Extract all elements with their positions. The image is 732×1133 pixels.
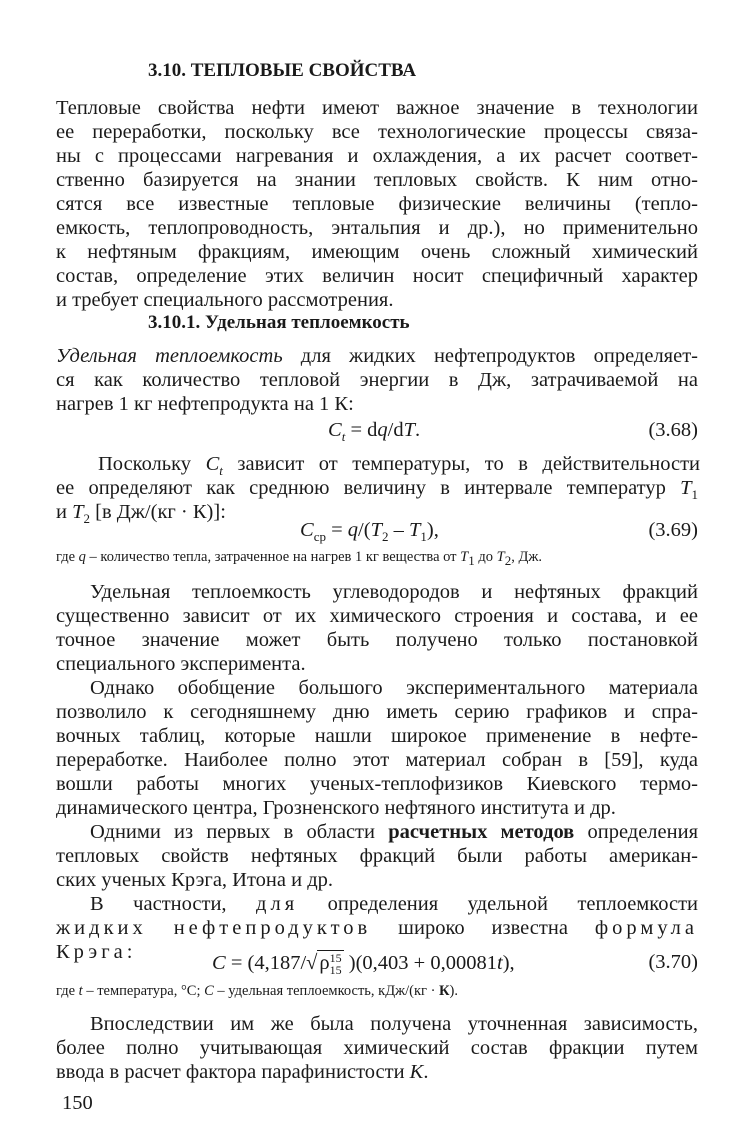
text-line: вочных таблиц, которые нашли широкое применение в нефте- bbox=[56, 725, 698, 747]
page-number: 150 bbox=[62, 1092, 93, 1114]
text-line: существенно зависит от их химического строения и состава, и ее bbox=[56, 605, 698, 627]
text-line: Крэга: bbox=[56, 941, 137, 963]
text-line: вошли работы многих ученых-теплофизиков Киевского термо- bbox=[56, 773, 698, 795]
text-line: жидких нефтепродуктов широко известна формула bbox=[56, 917, 698, 939]
text-line: ственно базируется на знании тепловых свойств. К ним отно- bbox=[56, 169, 698, 191]
text-line: тепловых свойств нефтяных фракций были работы американ- bbox=[56, 845, 698, 867]
equation-3-70: C = (4,187/√ρ 15 15 )(0,403 + 0,00081t), bbox=[212, 951, 515, 978]
text-line: ны с процессами нагревания и охлаждения, а их расчет соответ- bbox=[56, 145, 698, 167]
text-line: Поскольку $C_t$ зависит от температуры, то в действительности bbox=[98, 453, 700, 479]
text-line: состав, определение этих величин носит специфичный характер bbox=[56, 265, 698, 287]
equation-3-68: $C_t = dq/dT$. bbox=[328, 419, 421, 445]
text-line: нагрев 1 кг нефтепродукта на 1 К: bbox=[56, 393, 354, 415]
text-line: Впоследствии им же была получена уточненная зависимость, bbox=[90, 1013, 698, 1035]
text-line: точное значение может быть получено только постановкой bbox=[56, 629, 698, 651]
text-line: и $T_2$ [в Дж/(кг · К)]: bbox=[56, 501, 226, 527]
text-line: Тепловые свойства нефти имеют важное значение в технологии bbox=[56, 97, 698, 119]
text-line: и требует специального рассмотрения. bbox=[56, 289, 394, 311]
text-line: В частности, для определения удельной теплоемкости bbox=[90, 893, 698, 915]
text-line: емкость, теплопроводность, энтальпия и др.), но применительно bbox=[56, 217, 698, 239]
text-line: Однако обобщение большого экспериментального материала bbox=[90, 677, 698, 699]
subsection-title: 3.10.1. Удельная теплоемкость bbox=[148, 312, 410, 333]
text-line: ввода в расчет фактора парафинистости K. bbox=[56, 1061, 429, 1083]
text-line: специального эксперимента. bbox=[56, 653, 306, 675]
footnote-1: где q – количество тепла, затраченное на нагрев 1 кг вещества от $T_1$ до $T_2$, Дж. bbox=[56, 549, 542, 568]
text-line: ских ученых Крэга, Итона и др. bbox=[56, 869, 334, 891]
section-title: 3.10. ТЕПЛОВЫЕ СВОЙСТВА bbox=[148, 60, 417, 81]
defined-term: Удельная теплоемкость bbox=[56, 345, 283, 367]
equation-3-69: $C_{ср} = q/(T_2 - T_1)$, bbox=[300, 519, 439, 545]
text-line: ее переработки, поскольку все технологические процессы связа- bbox=[56, 121, 698, 143]
text-line: сятся все известные тепловые физические величины (тепло- bbox=[56, 193, 698, 215]
footnote-2: где t – температура, °С; C – удельная теплоемкость, кДж/(кг · К). bbox=[56, 983, 459, 999]
equation-number: (3.70) bbox=[648, 951, 698, 973]
sqrt-symbol: √ρ 15 15 bbox=[306, 951, 342, 978]
text-line: Одними из первых в области расчетных методов определения bbox=[90, 821, 699, 843]
text-line: Удельная теплоемкость для жидких нефтепродуктов определяет- bbox=[56, 345, 698, 367]
text-line: более полно учитывающая химический состав фракции путем bbox=[56, 1037, 698, 1059]
text-line: позволило к сегодняшнему дню иметь серию графиков и спра- bbox=[56, 701, 698, 723]
text-line: к нефтяным фракциям, имеющим очень сложный химический bbox=[56, 241, 698, 263]
text-line: динамического центра, Грозненского нефтяного института и др. bbox=[56, 797, 616, 819]
equation-number: (3.68) bbox=[648, 419, 698, 441]
text-line: Удельная теплоемкость углеводородов и нефтяных фракций bbox=[90, 581, 698, 603]
equation-number: (3.69) bbox=[648, 519, 698, 541]
text-line: ся как количество тепловой энергии в Дж, затрачиваемой на bbox=[56, 369, 698, 391]
text-line: переработке. Наиболее полно этот материал собран в [59], куда bbox=[56, 749, 698, 771]
text-line: ее определяют как среднюю величину в интервале температур $T_1$ bbox=[56, 477, 698, 503]
